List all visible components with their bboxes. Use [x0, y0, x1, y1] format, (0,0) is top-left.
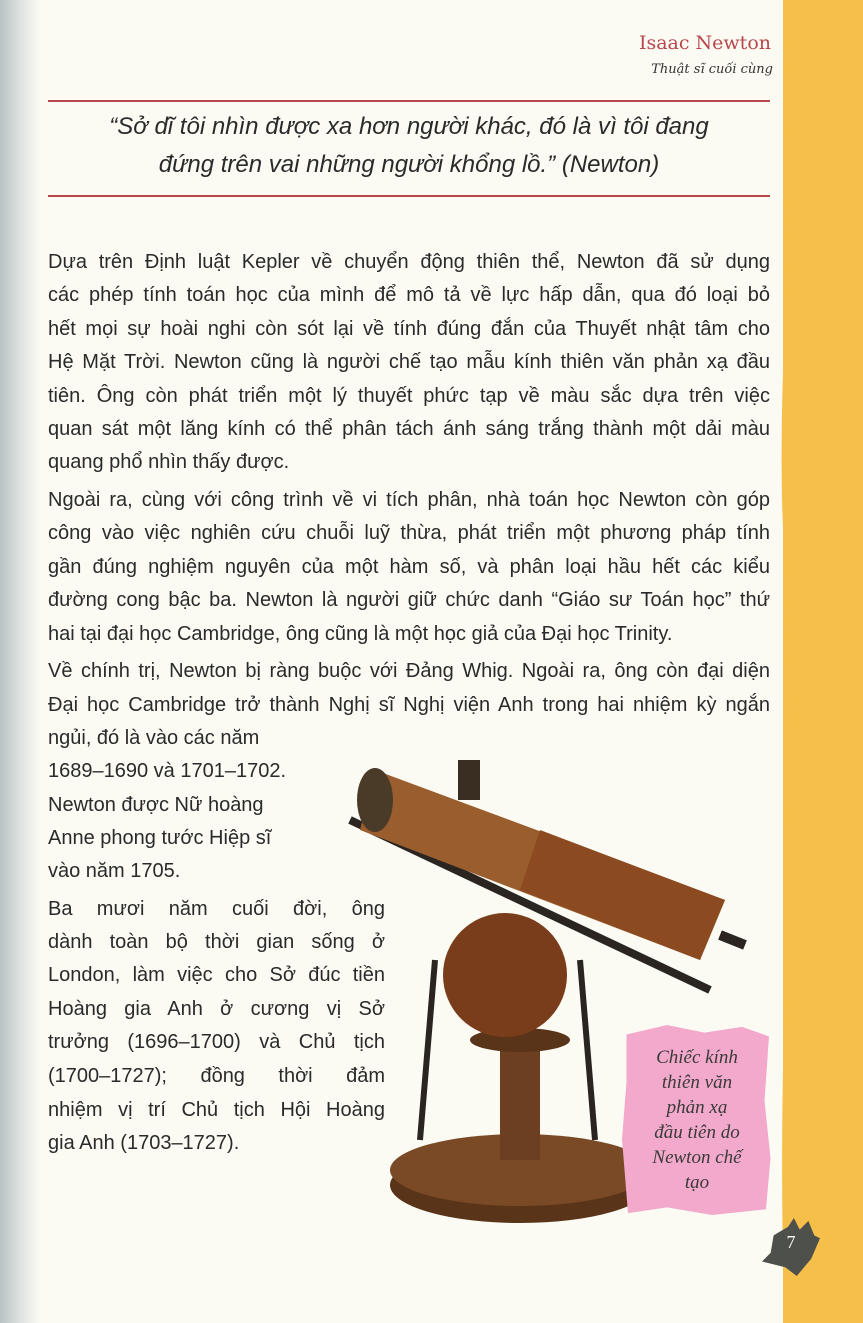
body-line: ngủi, đó là vào các năm [48, 727, 260, 749]
body-line: hết mọi sự hoài nghi còn sót lại về tính đúng đắn của Thuyết nhật tâm cho [48, 318, 770, 340]
body-line: Ngoài ra, cùng với công trình về vi tích phân, nhà toán học Newton còn góp [48, 489, 770, 511]
caption-line: đầu tiên do [654, 1122, 740, 1143]
body-line: Anne phong tước Hiệp sĩ [48, 827, 272, 849]
book-spine-shadow [0, 0, 40, 1323]
body-line: quan sát một lăng kính có thể phân tách ánh sáng trắng thành một dải màu [48, 418, 770, 440]
body-line: tiên. Ông còn phát triển một lý thuyết phức tạp về màu sắc dựa trên việc [48, 385, 770, 407]
quote-line: “Sở dĩ tôi nhìn được xa hơn người khác, đó là vì tôi đang [109, 113, 709, 140]
body-line: nhiệm vị trí Chủ tịch Hội Hoàng [48, 1099, 385, 1121]
page-number: 7 [786, 1232, 796, 1252]
body-line: đường cong bậc ba. Newton là người giữ chức danh “Giáo sư Toán học” thứ [48, 589, 770, 611]
pull-quote [48, 108, 770, 184]
body-line: quang phổ nhìn thấy được. [48, 451, 290, 473]
caption-line: tạo [684, 1172, 710, 1193]
body-line: Đại học Cambridge trở thành Nghị sĩ Nghị viện Anh trong hai nhiệm kỳ ngắn [48, 694, 770, 716]
body-line: Hoàng gia Anh ở cương vị Sở [48, 998, 385, 1020]
body-line: Hệ Mặt Trời. Newton cũng là người chế tạo mẫu kính thiên văn phản xạ đầu [48, 351, 770, 373]
body-line: Newton được Nữ hoàng [48, 794, 264, 816]
body-line: gia Anh (1703–1727). [48, 1132, 240, 1154]
quote-line: đứng trên vai những người khổng lồ.” (Newton) [158, 151, 660, 178]
body-line: 1689–1690 và 1701–1702. [48, 760, 287, 782]
body-line: gần đúng nghiệm nguyên của một hàm số, và phân loại hầu hết các kiểu [48, 556, 770, 578]
body-line: London, làm việc cho Sở đúc tiền [48, 964, 385, 986]
body-line: Dựa trên Định luật Kepler về chuyển động thiên thể, Newton đã sử dụng [48, 251, 770, 273]
running-header-title: Isaac Newton [638, 32, 771, 54]
quote-bottom-rule [48, 195, 770, 197]
body-line: dành toàn bộ thời gian sống ở [48, 931, 385, 953]
body-line: Ba mươi năm cuối đời, ông [48, 898, 385, 920]
body-line: hai tại đại học Cambridge, ông cũng là một học giả của Đại học Trinity. [48, 623, 673, 645]
quote-top-rule [48, 100, 770, 102]
caption-line: thiên văn [661, 1072, 733, 1093]
caption-line: Chiếc kính [656, 1047, 738, 1068]
body-line: trưởng (1696–1700) và Chủ tịch [48, 1031, 385, 1053]
image-caption [622, 1045, 772, 1195]
caption-line: phản xạ [666, 1097, 728, 1118]
body-line: vào năm 1705. [48, 860, 181, 882]
body-line: Về chính trị, Newton bị ràng buộc với Đảng Whig. Ngoài ra, ông còn đại diện [48, 660, 770, 682]
body-line: các phép tính toán học của mình để mô tả về lực hấp dẫn, qua đó loại bỏ [48, 284, 770, 306]
side-color-band [783, 0, 863, 1323]
caption-line: Newton chế [652, 1147, 742, 1168]
running-header-subtitle: Thuật sĩ cuối cùng [651, 62, 773, 77]
body-line: (1700–1727); đồng thời đảm [48, 1065, 385, 1087]
body-line: công vào việc nghiên cứu chuỗi luỹ thừa, phát triển một phương pháp tính [48, 522, 770, 544]
